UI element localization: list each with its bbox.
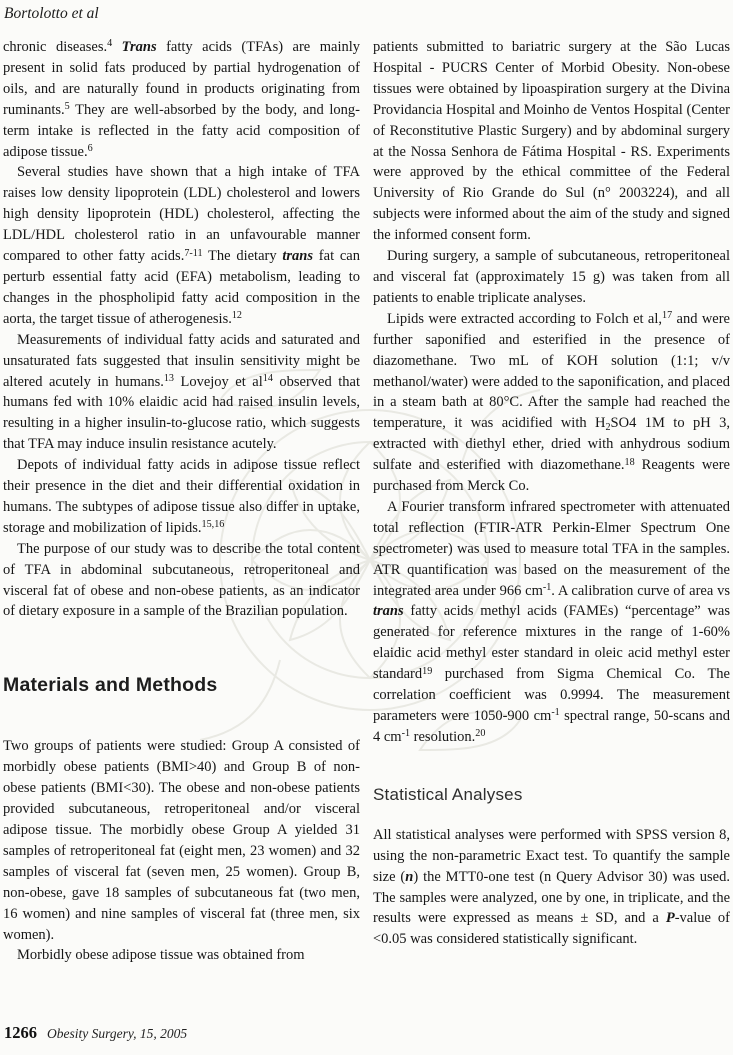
section-heading-materials-and-methods: Materials and Methods [3,674,218,697]
page-footer [4,1023,187,1043]
paragraph-insulin: Measurements of individual fatty acids and saturated and unsaturated fats suggested that insulin sensitivity might be altered acutely in humans.$^{13}$ Lovejoy et $al^{14}$ observed that humans fed with 10% elaidic acid had raised insulin levels, resulting in a higher insulin-to-glucose ratio, which suggests that TFA may induce insulin resistance acutely. [3,331,360,453]
paragraph-statistics: All statistical analyses were performed with SPSS version 8, using the non-parametric Exact test. To quantify the sample size (n) the MTT0-one test (n Query Advisor 30) was used. The samples were analyzed, one by one, in triplicate, and the results were expressed as means ± SD, and a P-value of <0.05 was considered statistically significant. [373,826,730,948]
paragraph-hospitals-ethics: patients submitted to bariatric surgery at the São Lucas Hospital - PUCRS Center of Morbid Obesity. Non-obese tissues were obtained by lipoaspiration surgery at the Divina Providancia Hospital and Moinho de Ventos Hospital (Center of Reconstitutive Plastic Surgery) and by abdominal surgery at the Nossa Senhora de Fátima Hospital - RS. Experiments were approved by the ethical committee of the Federal University of Rio Grande do Sul (n° 2003224), and all subjects were informed about the aim of the study and signed the informed consent form. [373,39,730,244]
running-head: Bortolotto et al [4,5,99,22]
paragraph-morbidly-obese: Morbidly obese adipose tissue was obtained from [17,947,305,964]
journal-name: Obesity Surgery, 15, 2005 [47,1026,188,1041]
paragraph-depots: Depots of individual fatty acids in adipose tissue reflect their presence in the diet and their differential oxidation in humans. The subtypes of adipose tissue also differ in uptake, storage and mobilization of lipids.$^{15,16}$ [3,457,360,536]
left-column [3,37,360,966]
right-column [373,37,730,966]
paragraph-ftir-measurement: A Fourier transform infrared spectrometer with attenuated total reflection (FTIR-ATR Perkin-Elmer Spectrum One spectrometer) was used to measure total TFA in the samples. ATR quantification was based on the measurement of the integrated area under 966 $cm^{-1}$. A calibration curve of area vs trans fatty acids methyl acids (FAMEs) “percentage” was generated for reference mixtures in the range of 1-60% elaidic acid methyl ester standard in oleic acid methyl ester standard$^{19}$ purchased from Sigma Chemical Co. The correlation coefficient was 0.9994. The measurement parameters were 1050-900 $cm^{-1}$ spectral range, 50-scans and 4 $cm^{-1}$ resolution.$^{20}$ [373,498,730,745]
subsection-heading-statistical-analyses: Statistical Analyses [373,784,523,804]
page-number: 1266 [4,1023,37,1042]
two-column-body [3,37,730,966]
paragraph-two-groups: Two groups of patients were studied: Group A consisted of morbidly obese patients (BMI>40) and Group B of non-obese patients (BMI<30). The obese and non-obese patients provided subcutaneous, retroperitoneal and/or visceral adipose tissue. The morbidly obese Group A yielded 31 samples of retroperitoneal fat (eight men, 23 women) and 32 samples of visceral fat (seven men, 25 women). Group B, non-obese, gave 18 samples of subcutaneous fat (two men, 16 women) and nine samples of visceral fat (three men, six women). [3,738,360,943]
paragraph-purpose: The purpose of our study was to describe the total content of TFA in abdominal subcutaneous, retroperitoneal and visceral fat of obese and non-obese patients, as an indicator of dietary exposure in a sample of the Brazilian population. [3,540,360,620]
paragraph-tfa-intro: chronic diseases.$^4$ Trans fatty acids (TFAs) are mainly present in solid fats produced by partial hydrogenation of oils, and are naturally found in products originating from ruminants.$^5$ They are well-absorbed by the body, and long-term intake is reflected in the fatty acid composition of adipose tissue.$^6$ [3,38,361,160]
paragraph-lipid-extraction: Lipids were extracted according to Folch et al,$^{17}$ and were further saponified and esterified in the presence of diazomethane. Two mL of KOH solution (1:1; v/v methanol/water) were added to the saponification, and placed in a steam bath at 80°C. After the sample had reached the temperature, it was acidified with $H_2SO4$ 1M to pH 3, extracted with diethyl ether, dried with anhydrous sodium sulfate and esterified with diazomethane.$^{18}$ Reagents were purchased from Merck Co. [373,310,730,495]
paragraph-during-surgery: During surgery, a sample of subcutaneous, retroperitoneal and visceral fat (approximately 15 g) was taken from all patients to enable triplicate analyses. [373,248,730,306]
paragraph-ldl-hdl: Several studies have shown that a high intake of TFA raises low density lipoprotein (LDL) cholesterol and lowers high density lipoprotein (HDL) cholesterol, affecting the LDL/HDL cholesterol ratio in an unfavourable manner compared to other fatty acids.$^{7-11}$ The dietary trans fat can perturb essential fatty acid (EFA) metabolism, leading to changes in the phospholipid fatty acid composition in the aorta, the target tissue of atherogenesis.$^{12}$ [3,164,360,327]
